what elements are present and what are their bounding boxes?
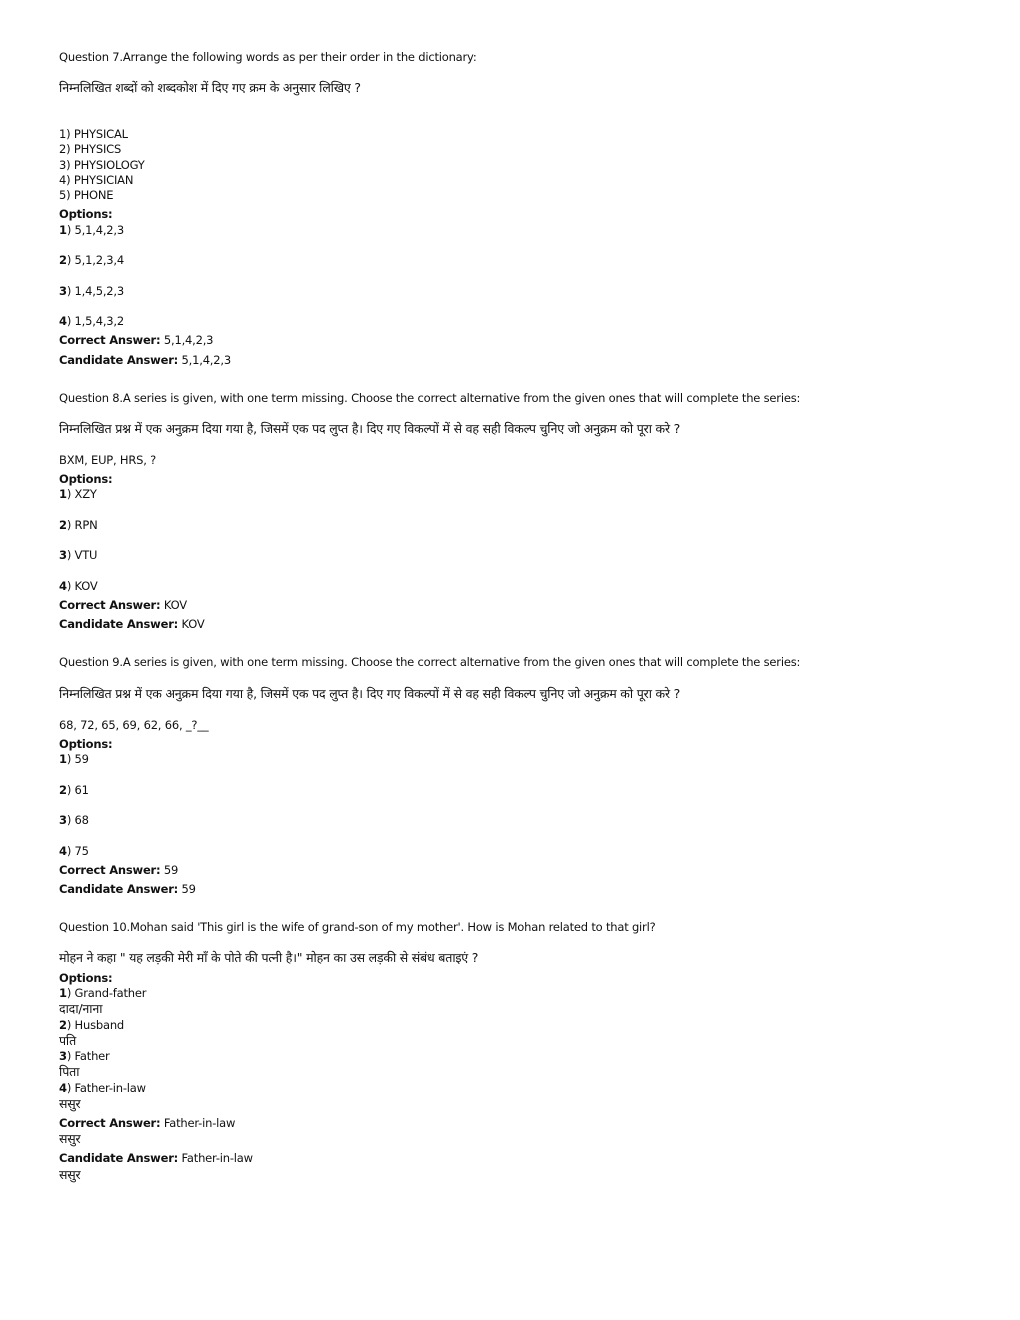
correct-answer-label: Correct Answer: bbox=[59, 1116, 161, 1130]
option-number: 1 bbox=[59, 986, 67, 1000]
series: BXM, EUP, HRS, ? bbox=[59, 453, 157, 467]
option-number: 1 bbox=[59, 223, 67, 237]
candidate-answer-label: Candidate Answer: bbox=[59, 882, 179, 896]
option-number: 1 bbox=[59, 487, 67, 501]
candidate-answer-label: Candidate Answer: bbox=[59, 353, 179, 367]
option-number: 2 bbox=[59, 1018, 67, 1032]
option-number: 3 bbox=[59, 1049, 67, 1063]
option-2 bbox=[59, 1018, 124, 1033]
question-title: Question 10.Mohan said 'This girl is the wife of grand-son of my mother'. How is Mohan related to that girl? bbox=[59, 920, 656, 934]
option-text: ) Father bbox=[66, 1049, 110, 1063]
series: 68, 72, 65, 69, 62, 66, _?__ bbox=[59, 718, 209, 732]
option-text: ) 5,1,4,2,3 bbox=[66, 223, 124, 237]
option-number: 4 bbox=[59, 1081, 67, 1095]
option-text: ) 59 bbox=[66, 752, 89, 766]
option-text: ) 68 bbox=[66, 813, 89, 827]
correct-answer-label: Correct Answer: bbox=[59, 333, 161, 347]
option-2 bbox=[59, 783, 89, 798]
options-label: Options: bbox=[59, 971, 113, 985]
option-1 bbox=[59, 986, 146, 1001]
correct-answer-label: Correct Answer: bbox=[59, 863, 161, 877]
correct-answer bbox=[59, 863, 178, 878]
option-2 bbox=[59, 518, 97, 533]
option-1-hindi: दादा/नाना bbox=[59, 1001, 103, 1016]
option-1 bbox=[59, 223, 124, 238]
candidate-answer bbox=[59, 617, 205, 632]
correct-answer-value: KOV bbox=[160, 598, 187, 612]
candidate-answer bbox=[59, 353, 231, 368]
option-number: 3 bbox=[59, 284, 67, 298]
option-3 bbox=[59, 1049, 110, 1064]
correct-answer-label: Correct Answer: bbox=[59, 598, 161, 612]
option-text: ) 1,4,5,2,3 bbox=[66, 284, 124, 298]
question-hindi: निम्नलिखित प्रश्न में एक अनुक्रम दिया गया है, जिसमें एक पद लुप्त है। दिए गए विकल्पों में से वह सही विकल्प चुनिए जो अनुक्रम को पूरा करे ? bbox=[59, 686, 681, 701]
candidate-answer-hindi: ससुर bbox=[59, 1167, 81, 1182]
option-number: 4 bbox=[59, 314, 67, 328]
correct-answer-value: Father-in-law bbox=[160, 1116, 236, 1130]
correct-answer bbox=[59, 333, 213, 348]
option-number: 2 bbox=[59, 783, 67, 797]
option-text: ) XZY bbox=[66, 487, 97, 501]
question-hindi: मोहन ने कहा " यह लड़की मेरी माँ के पोते की पत्नी है।" मोहन का उस लड़की से संबंध बताइएं ? bbox=[59, 950, 479, 965]
option-1 bbox=[59, 752, 89, 767]
candidate-answer-value: 5,1,4,2,3 bbox=[178, 353, 231, 367]
word-item: 1) PHYSICAL bbox=[59, 127, 128, 141]
option-2-hindi: पति bbox=[59, 1033, 77, 1048]
option-number: 4 bbox=[59, 844, 67, 858]
option-4 bbox=[59, 844, 89, 859]
option-number: 2 bbox=[59, 253, 67, 267]
correct-answer-value: 5,1,4,2,3 bbox=[160, 333, 214, 347]
question-title: Question 9.A series is given, with one term missing. Choose the correct alternative from the given ones that will complete the series: bbox=[59, 655, 801, 669]
option-4 bbox=[59, 314, 124, 329]
option-3-hindi: पिता bbox=[59, 1064, 80, 1079]
candidate-answer-value: 59 bbox=[178, 882, 196, 896]
option-4 bbox=[59, 579, 98, 594]
candidate-answer-value: KOV bbox=[178, 617, 205, 631]
option-4 bbox=[59, 1081, 146, 1096]
candidate-answer-label: Candidate Answer: bbox=[59, 1151, 179, 1165]
correct-answer bbox=[59, 1116, 235, 1131]
options-label: Options: bbox=[59, 737, 113, 751]
option-text: ) KOV bbox=[66, 579, 98, 593]
option-text: ) 1,5,4,3,2 bbox=[66, 314, 124, 328]
question-hindi: निम्नलिखित प्रश्न में एक अनुक्रम दिया गया है, जिसमें एक पद लुप्त है। दिए गए विकल्पों में से वह सही विकल्प चुनिए जो अनुक्रम को पूरा करे ? bbox=[59, 421, 681, 436]
correct-answer-hindi: ससुर bbox=[59, 1131, 81, 1146]
option-2 bbox=[59, 253, 124, 268]
option-number: 4 bbox=[59, 579, 67, 593]
option-text: ) VTU bbox=[66, 548, 98, 562]
candidate-answer-value: Father-in-law bbox=[178, 1151, 253, 1165]
option-3 bbox=[59, 548, 97, 563]
question-title: Question 7.Arrange the following words as per their order in the dictionary: bbox=[59, 50, 477, 64]
option-3 bbox=[59, 813, 89, 828]
option-number: 3 bbox=[59, 813, 67, 827]
correct-answer-value: 59 bbox=[160, 863, 179, 877]
option-text: ) Grand-father bbox=[66, 986, 147, 1000]
options-label: Options: bbox=[59, 472, 113, 486]
word-item: 3) PHYSIOLOGY bbox=[59, 158, 145, 172]
option-number: 3 bbox=[59, 548, 67, 562]
option-text: ) Father-in-law bbox=[66, 1081, 146, 1095]
question-hindi: निम्नलिखित शब्दों को शब्दकोश में दिए गए क्रम के अनुसार लिखिए ? bbox=[59, 80, 361, 95]
option-1 bbox=[59, 487, 97, 502]
option-number: 2 bbox=[59, 518, 67, 532]
candidate-answer-label: Candidate Answer: bbox=[59, 617, 179, 631]
candidate-answer bbox=[59, 882, 196, 897]
word-item: 5) PHONE bbox=[59, 188, 114, 202]
candidate-answer bbox=[59, 1151, 253, 1166]
word-item: 4) PHYSICIAN bbox=[59, 173, 134, 187]
option-text: ) RPN bbox=[66, 518, 98, 532]
option-3 bbox=[59, 284, 124, 299]
word-item: 2) PHYSICS bbox=[59, 142, 122, 156]
option-number: 1 bbox=[59, 752, 67, 766]
option-text: ) 5,1,2,3,4 bbox=[66, 253, 124, 267]
option-text: ) Husband bbox=[66, 1018, 125, 1032]
options-label: Options: bbox=[59, 207, 113, 221]
question-title: Question 8.A series is given, with one term missing. Choose the correct alternative from the given ones that will complete the series: bbox=[59, 391, 801, 405]
option-text: ) 61 bbox=[66, 783, 89, 797]
option-text: ) 75 bbox=[66, 844, 89, 858]
option-4-hindi: ससुर bbox=[59, 1096, 81, 1111]
correct-answer bbox=[59, 598, 187, 613]
